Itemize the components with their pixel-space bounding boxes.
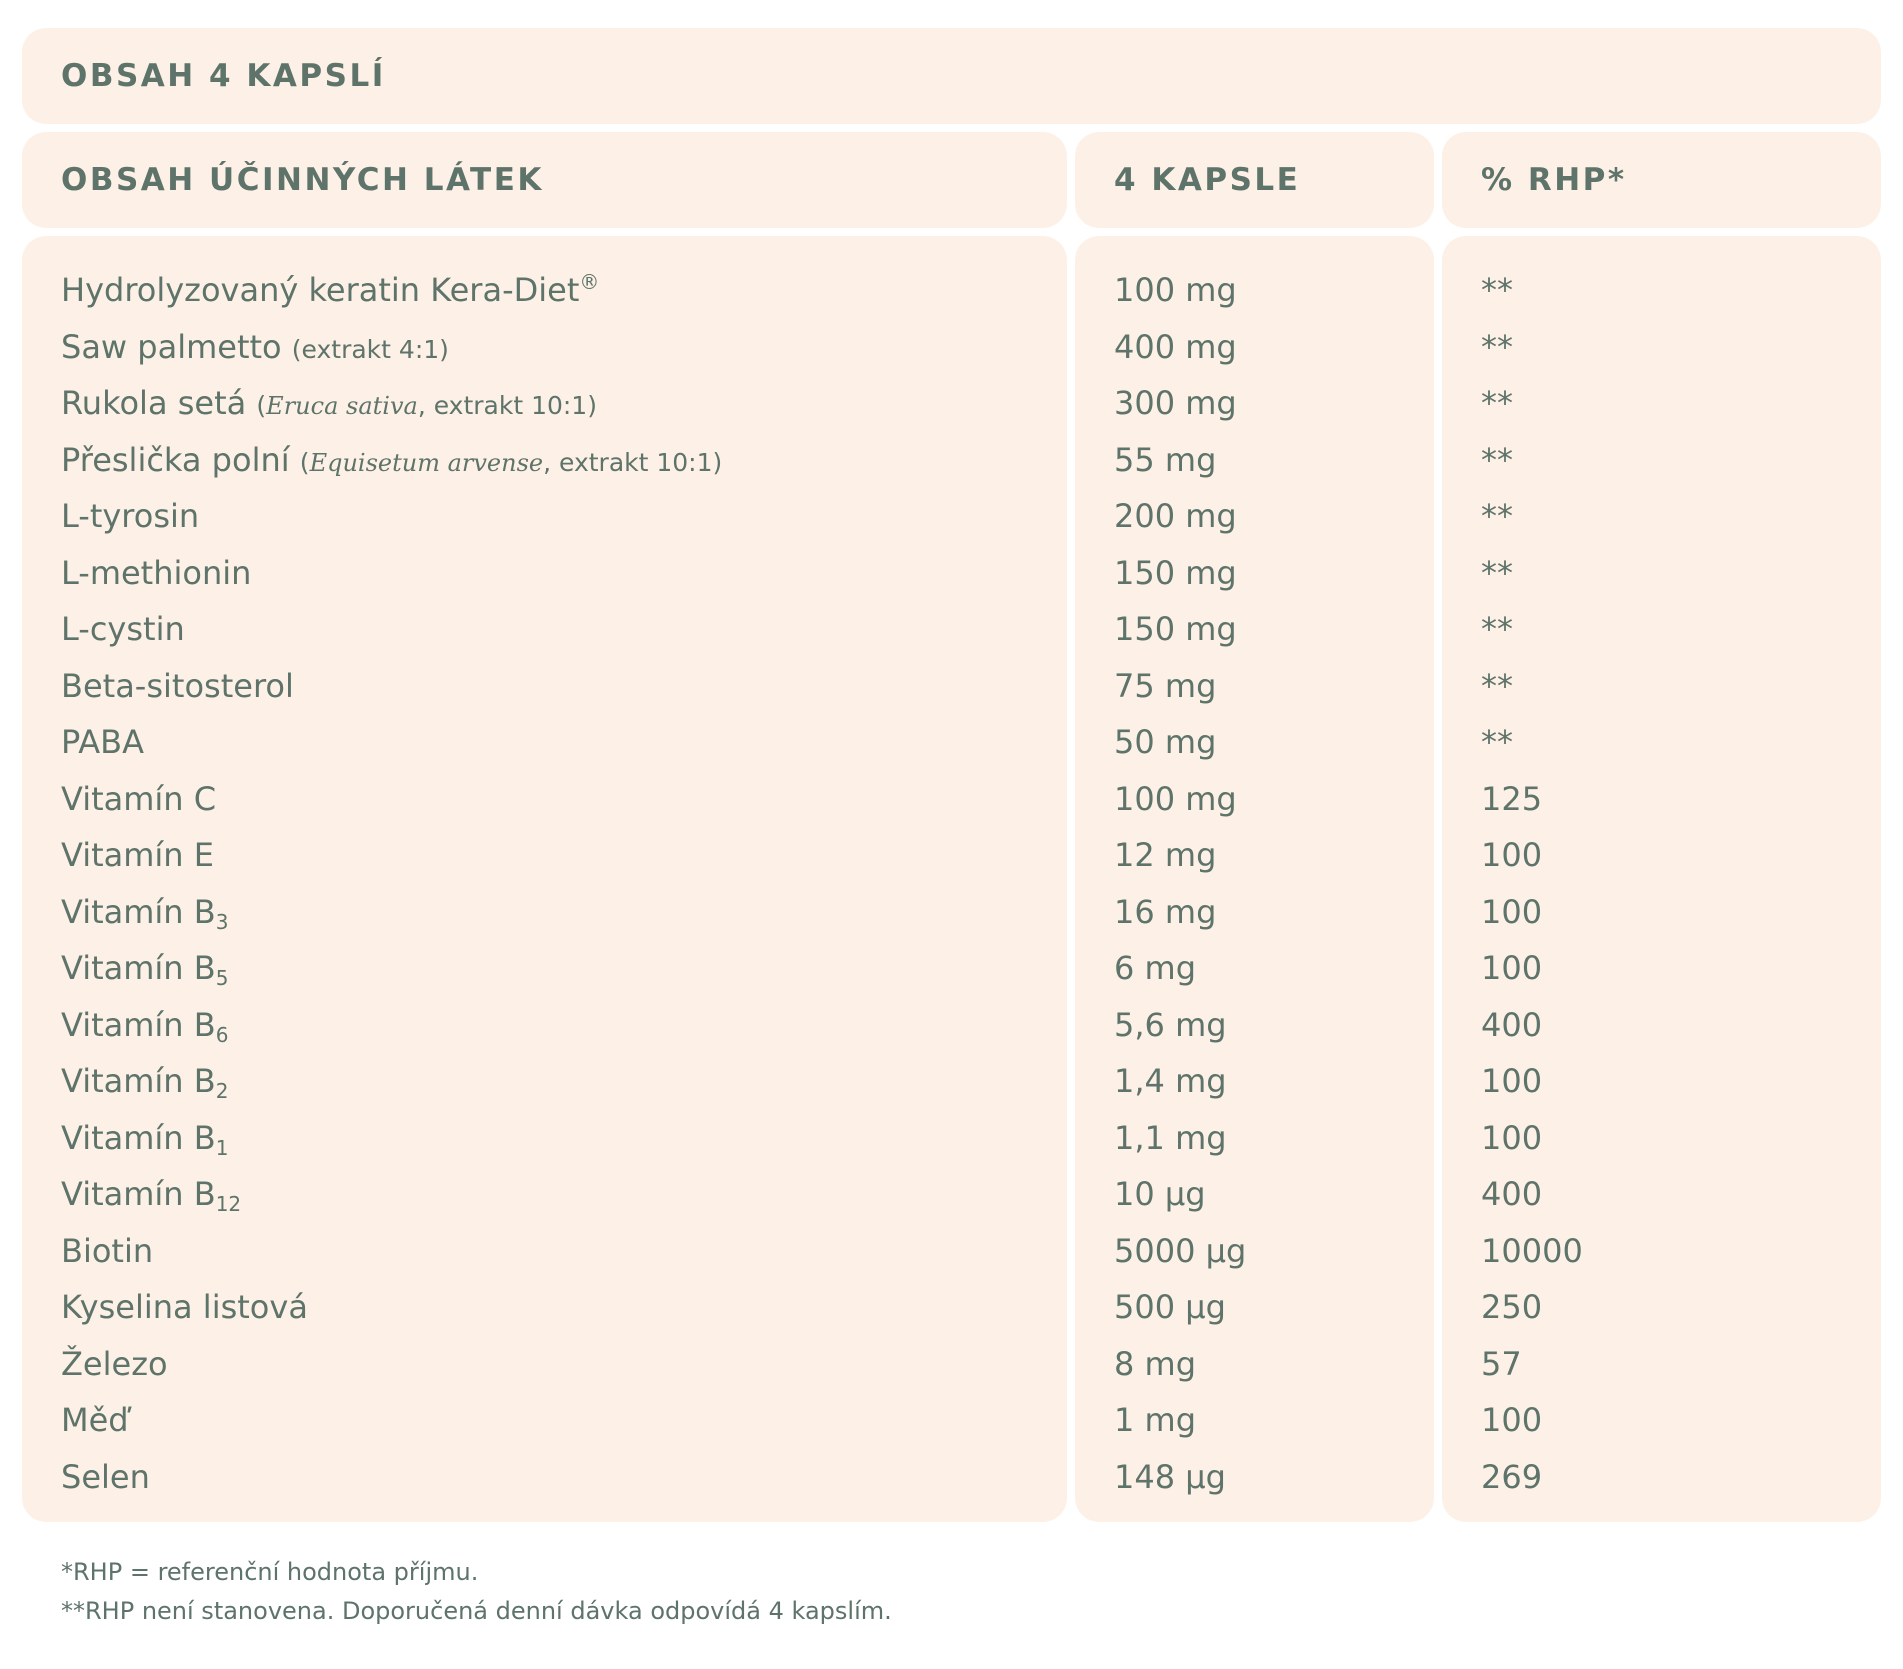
footnote-rhp: *RHP = referenční hodnota příjmu.: [61, 1558, 479, 1586]
table-row-name: [61, 997, 1057, 1054]
table-cell-quantity: 1,4 mg: [1114, 1062, 1227, 1100]
table-row-name: [61, 1166, 1057, 1223]
table-row-name: [61, 375, 1057, 432]
table-row-name: [61, 262, 1057, 319]
ingredient-latin-name: Eruca sativa: [266, 392, 418, 420]
table-cell-rhp: 269: [1481, 1457, 1543, 1496]
ingredient-detail-open: (: [299, 447, 310, 477]
table-cell-rhp: 100: [1481, 1118, 1543, 1157]
table-cell-quantity: 200 mg: [1114, 497, 1237, 535]
ingredient-name: Měď: [61, 1401, 129, 1439]
ingredient-name: Přeslička polní: [61, 440, 290, 479]
ingredient-detail: [292, 335, 449, 364]
table-cell-rhp: **: [1481, 497, 1513, 535]
table-cell-rhp: **: [1481, 666, 1513, 705]
column-header-quantity-label: 4 KAPSLE: [1114, 162, 1301, 198]
table-cell-quantity: 150 mg: [1114, 610, 1237, 648]
column-header-name: [22, 132, 1067, 228]
ingredient-name: Hydrolyzovaný keratin Kera-Diet: [61, 271, 580, 309]
table-cell-quantity: 100 mg: [1114, 779, 1237, 818]
registered-mark: ®: [579, 270, 600, 294]
table-cell-rhp: **: [1481, 384, 1513, 422]
table-cell-rhp: 100: [1481, 892, 1543, 931]
ingredient-name: L-cystin: [61, 610, 185, 648]
table-cell-quantity: 16 mg: [1114, 892, 1217, 931]
table-cell-quantity: 400 mg: [1114, 327, 1237, 366]
ingredient-name: Vitamín B: [61, 1118, 216, 1157]
table-row-name: [61, 488, 1057, 545]
table-cell-rhp: 100: [1481, 1401, 1543, 1439]
table-row-name: [61, 884, 1057, 941]
quantities-list: [1114, 262, 1424, 1505]
table-cell-rhp: 57: [1481, 1344, 1522, 1383]
ingredient-subscript: 1: [215, 1135, 229, 1160]
table-row-name: [61, 940, 1057, 997]
ingredient-detail-open: (: [256, 391, 267, 420]
table-cell-quantity: 55 mg: [1114, 440, 1217, 479]
table-row-name: [61, 1279, 1057, 1336]
ingredient-name: Rukola setá: [61, 384, 247, 422]
table-row-name: [61, 827, 1057, 884]
rhp-column: [1442, 236, 1881, 1522]
table-cell-rhp: 400: [1481, 1005, 1543, 1044]
table-row-name: [61, 319, 1057, 376]
ingredient-name: Vitamín E: [61, 836, 214, 874]
ingredient-name: Selen: [61, 1457, 150, 1496]
table-cell-quantity: 5000 µg: [1114, 1231, 1247, 1270]
ingredient-latin-name: Equisetum arvense: [309, 448, 544, 477]
ingredient-detail-open: (: [291, 334, 302, 364]
ingredient-name: Saw palmetto: [61, 327, 282, 366]
table-row-name: [61, 1053, 1057, 1110]
rhp-list: [1481, 262, 1871, 1505]
table-cell-rhp: 125: [1481, 779, 1543, 818]
table-cell-rhp: **: [1481, 440, 1513, 479]
table-row-name: [61, 658, 1057, 715]
ingredient-subscript: 5: [215, 966, 229, 990]
column-header-name-label: OBSAH ÚČINNÝCH LÁTEK: [61, 162, 544, 198]
ingredient-detail-rest: , extrakt 10:1): [543, 447, 723, 477]
table-cell-quantity: 1 mg: [1114, 1401, 1197, 1439]
table-row-name: [61, 771, 1057, 828]
table-row-name: [61, 1449, 1057, 1506]
ingredient-name: L-methionin: [61, 553, 252, 592]
table-cell-quantity: 10 µg: [1114, 1175, 1206, 1213]
ingredient-subscript: 12: [215, 1192, 242, 1216]
ingredient-names-list: [61, 262, 1057, 1505]
table-cell-rhp: 10000: [1481, 1231, 1583, 1270]
table-cell-rhp: **: [1481, 553, 1513, 592]
ingredient-subscript: 2: [215, 1079, 229, 1103]
table-row-name: [61, 1223, 1057, 1280]
footnotes: [61, 1553, 892, 1631]
table-cell-rhp: **: [1481, 271, 1513, 309]
table-row-name: [61, 601, 1057, 658]
ingredient-name: Vitamín C: [61, 779, 217, 818]
ingredient-name: Kyselina listová: [61, 1288, 308, 1326]
table-row-name: [61, 432, 1057, 489]
ingredient-subscript: 6: [215, 1022, 229, 1047]
ingredient-name: Beta-sitosterol: [61, 666, 294, 705]
table-cell-rhp: 100: [1481, 836, 1543, 874]
table-cell-rhp: **: [1481, 723, 1513, 761]
table-cell-quantity: 6 mg: [1114, 949, 1197, 987]
table-row-name: [61, 545, 1057, 602]
ingredient-detail-rest: extrakt 4:1): [301, 334, 449, 364]
ingredient-detail: [300, 448, 722, 477]
column-header-quantity: [1075, 132, 1434, 228]
table-row-name: [61, 1336, 1057, 1393]
table-cell-quantity: 12 mg: [1114, 836, 1217, 874]
table-cell-quantity: 8 mg: [1114, 1344, 1197, 1383]
table-cell-quantity: 75 mg: [1114, 666, 1217, 705]
table-cell-rhp: 400: [1481, 1175, 1543, 1213]
table-cell-quantity: 150 mg: [1114, 553, 1237, 592]
table-cell-quantity: 148 µg: [1114, 1457, 1226, 1496]
table-cell-quantity: 50 mg: [1114, 723, 1217, 761]
ingredient-name: Železo: [61, 1344, 168, 1383]
table-cell-quantity: 5,6 mg: [1114, 1005, 1227, 1044]
table-cell-quantity: 1,1 mg: [1114, 1118, 1227, 1157]
table-title-bar: [22, 28, 1881, 124]
ingredient-name: Vitamín B: [61, 892, 216, 931]
ingredient-detail-rest: , extrakt 10:1): [417, 391, 597, 420]
ingredient-name: Biotin: [61, 1231, 154, 1270]
table-cell-rhp: **: [1481, 327, 1513, 366]
table-row-name: [61, 714, 1057, 771]
ingredient-name: Vitamín B: [61, 1005, 216, 1044]
table-row-name: [61, 1110, 1057, 1167]
ingredient-subscript: 3: [215, 909, 229, 934]
ingredient-names-column: [22, 236, 1067, 1522]
table-cell-quantity: 300 mg: [1114, 384, 1237, 422]
column-header-rhp-label: % RHP*: [1481, 162, 1627, 198]
column-header-rhp: [1442, 132, 1881, 228]
ingredient-detail: [256, 391, 597, 420]
table-cell-quantity: 100 mg: [1114, 271, 1237, 309]
table-cell-rhp: **: [1481, 610, 1513, 648]
table-row-name: [61, 1392, 1057, 1449]
table-cell-rhp: 100: [1481, 949, 1543, 987]
quantities-column: [1075, 236, 1434, 1522]
table-title: OBSAH 4 KAPSLÍ: [61, 58, 386, 94]
table-cell-rhp: 250: [1481, 1288, 1543, 1326]
footnote-rhp-not-set: **RHP není stanovena. Doporučená denní dávka odpovídá 4 kapslím.: [61, 1597, 892, 1625]
ingredient-name: L-tyrosin: [61, 497, 200, 535]
table-cell-rhp: 100: [1481, 1062, 1543, 1100]
table-cell-quantity: 500 µg: [1114, 1288, 1226, 1326]
ingredient-name: Vitamín B: [61, 1062, 216, 1100]
ingredient-name: PABA: [61, 723, 144, 761]
ingredient-name: Vitamín B: [61, 1175, 216, 1213]
ingredient-name: Vitamín B: [61, 949, 216, 987]
